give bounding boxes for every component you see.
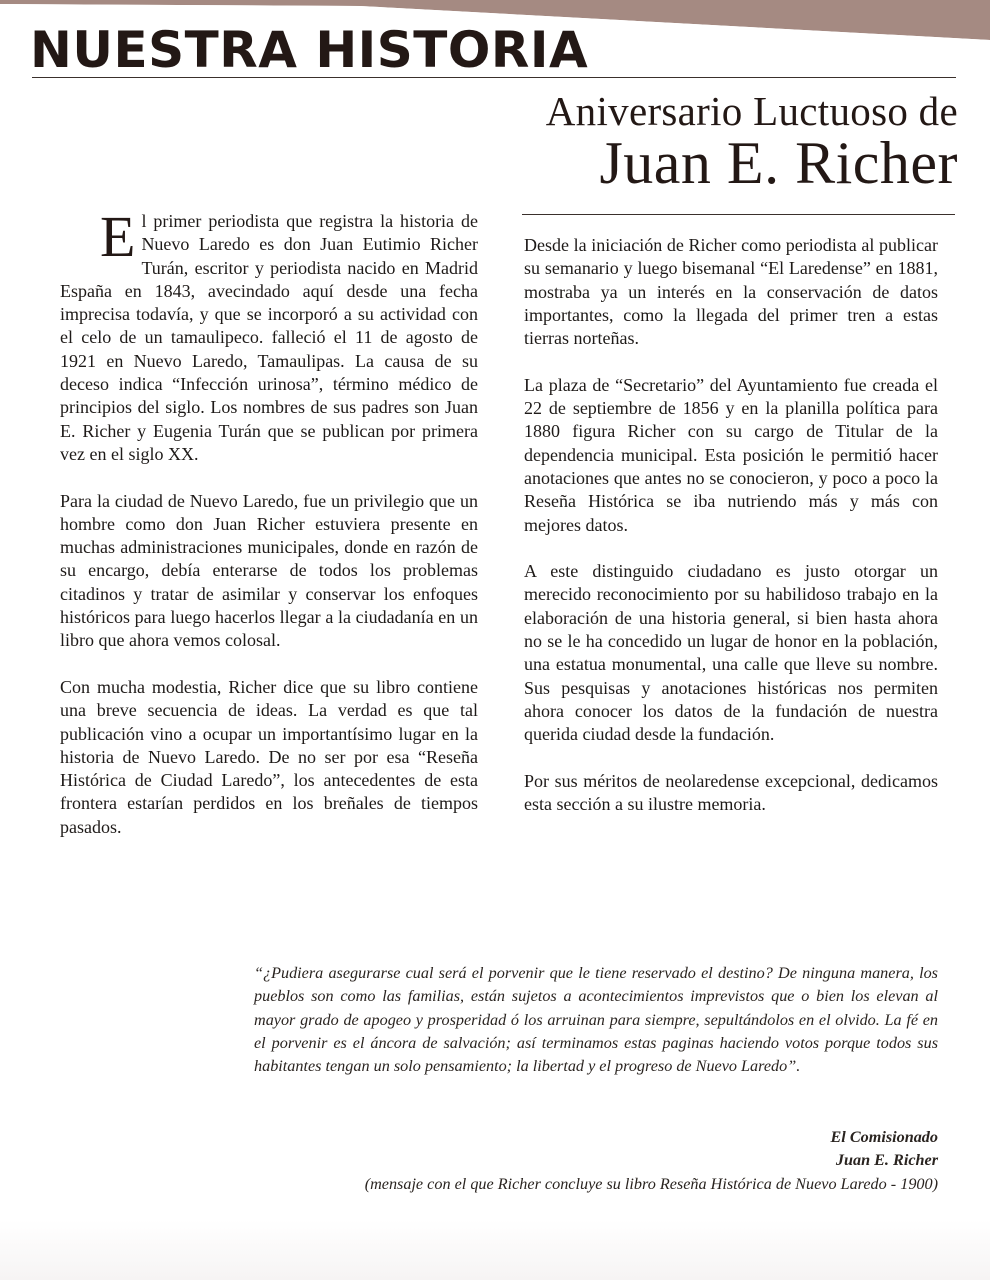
title-divider [522,214,955,215]
section-title: NUESTRA HISTORIA [30,21,589,79]
paragraph: Desde la iniciación de Richer como periodista al publicar su semanario y luego bisemanal “El Laredense” en 1881, mostraba ya un interés en la conservación de datos importantes, como la llegada del primer tren a estas tierras norteñas. [524,235,938,349]
header-divider [32,77,956,78]
signature-role: El Comisionado [830,1128,938,1146]
page-bottom-shade [0,1220,990,1280]
signature-note: (mensaje con el que Richer concluye su libro Reseña Histórica de Nuevo Laredo - 1900) [364,1174,938,1193]
drop-cap: E [100,204,136,269]
article-title: Juan E. Richer [599,130,958,196]
paragraph-text: l primer periodista que registra la historia de Nuevo Laredo es don Juan Eutimio Richer Turán, escritor y periodista nacido en Madrid España en 1843, avecindado aquí desde una fecha imprecisa todavía, y que se incorporó a su actividad con el celo de un tamaulipeco. falleció el 11 de agosto de 1921 en Nuevo Laredo, Tamaulipas. La causa de su deceso indica “Infección urinosa”, término médico de principios del siglo. Los nombres de sus padres son Juan E. Richer y Eugenia Turán que se publican por primera vez en el siglo XX. [60,211,478,464]
closing-quote: “¿Pudiera asegurarse cual será el porvenir que le tiene reservado el destino? De ninguna manera, los pueblos son como las familias, están sujetos a acontecimientos imprevistos que o bien los elevan al mayor grado de apogeo y prosperidad ó los arruinan para siempre, sepultándolos en el olvido. La fé en el porvenir es el áncora de salvación; así terminamos estas paginas haciendo votos porque todos sus habitantes tengan un solo pensamiento; la libertad y el progreso de Nuevo Laredo”. [254,964,938,1076]
signature-block [365,1126,938,1196]
paragraph: A este distinguido ciudadano es justo otorgar un merecido reconocimiento por su habilidoso trabajo en la elaboración de una historia general, si bien hasta ahora no se le ha concedido un lugar de honor en la población, una estatua monumental, una calle que lleve su nombre. Sus pesquisas y anotaciones históricas nos permiten ahora conocer los datos de la fundación de nuestra querida ciudad desde la fundación. [524,561,938,745]
signature-name: Juan E. Richer [835,1151,938,1170]
article-left-column [60,204,478,862]
paragraph: Con mucha modestia, Richer dice que su libro contiene una breve secuencia de ideas. La verdad es que tal publicación vino a ocupar un importantísimo lugar en la historia de Nuevo Laredo. De no ser por esa “Reseña Histórica de Ciudad Laredo”, los antecedentes de esta frontera estarían perdidos en los breñales de tiempos pasados. [60,676,478,837]
paragraph [60,204,478,466]
paragraph: Para la ciudad de Nuevo Laredo, fue un privilegio que un hombre como don Juan Richer estuviera presente en muchas administraciones municipales, donde en razón de su encargo, debía enterarse de todos los problemas citadinos y tratar de asimilar y conservar los enfoques históricos para luego hacerlos llegar a la ciudadanía en un libro que ahora vemos colosal. [60,490,478,651]
paragraph: Por sus méritos de neolaredense excepcional, dedicamos esta sección a su ilustre memoria. [524,770,938,815]
article-subtitle: Aniversario Luctuoso de [545,88,958,134]
paragraph: La plaza de “Secretario” del Ayuntamiento fue creada el 22 de septiembre de 1856 y en la planilla política para 1880 figura Richer con su cargo de Titular de la dependencia municipal. Esta posición le permitió hacer anotaciones que antes no se conocieron, y poco a poco la Reseña Histórica se iba nutriendo más y más con mejores datos. [524,374,938,535]
article-right-column [524,234,938,840]
